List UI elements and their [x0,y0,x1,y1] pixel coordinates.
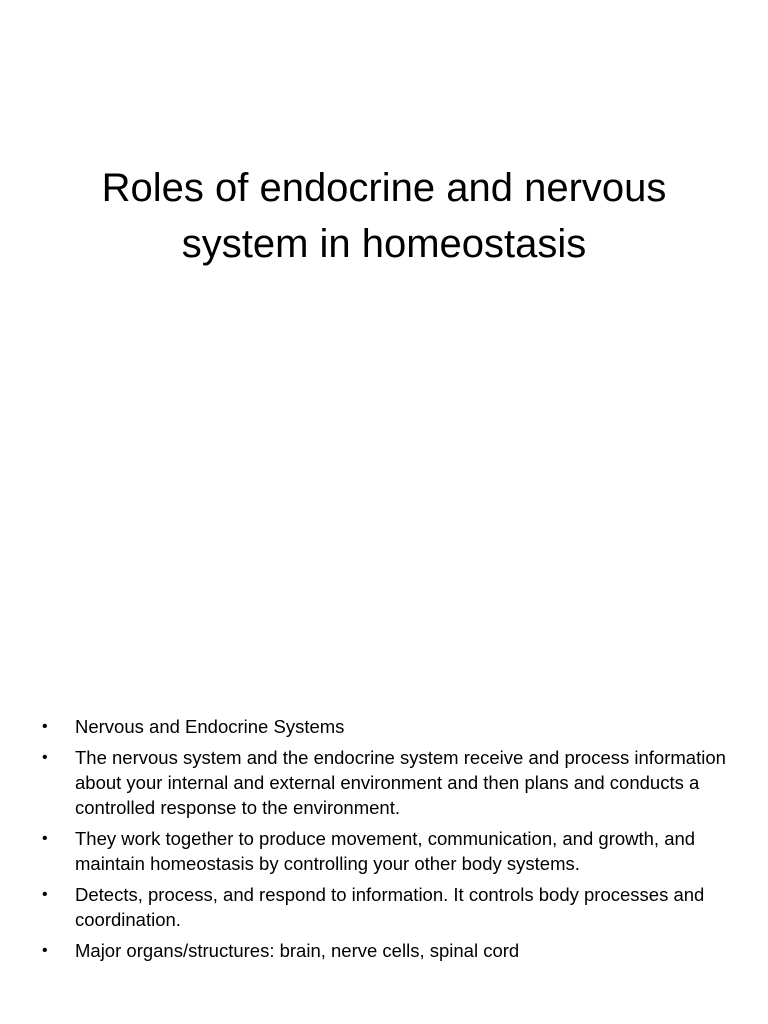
slide-title: Roles of endocrine and nervous system in homeostasis [101,166,667,266]
bullet-list [40,714,740,969]
list-item-text: Nervous and Endocrine Systems [75,716,345,737]
bullet-icon: • [42,830,48,847]
bullet-icon: • [42,749,48,766]
list-item-text: The nervous system and the endocrine system receive and process information about your internal and external environment and then plans and conducts a controlled response to the environment. [75,747,726,818]
list-item [40,714,740,739]
list-item [40,745,740,820]
list-item [40,938,740,963]
list-item-text: Major organs/structures: brain, nerve cells, spinal cord [75,940,520,961]
list-item-text: They work together to produce movement, communication, and growth, and maintain homeostasis by controlling your other body systems. [75,828,696,874]
list-item-text: Detects, process, and respond to information. It controls body processes and coordination. [75,884,705,930]
list-item [40,826,740,876]
bullet-icon: • [42,942,48,959]
bullet-icon: • [42,886,48,903]
list-item [40,882,740,932]
bullet-icon: • [42,718,48,735]
